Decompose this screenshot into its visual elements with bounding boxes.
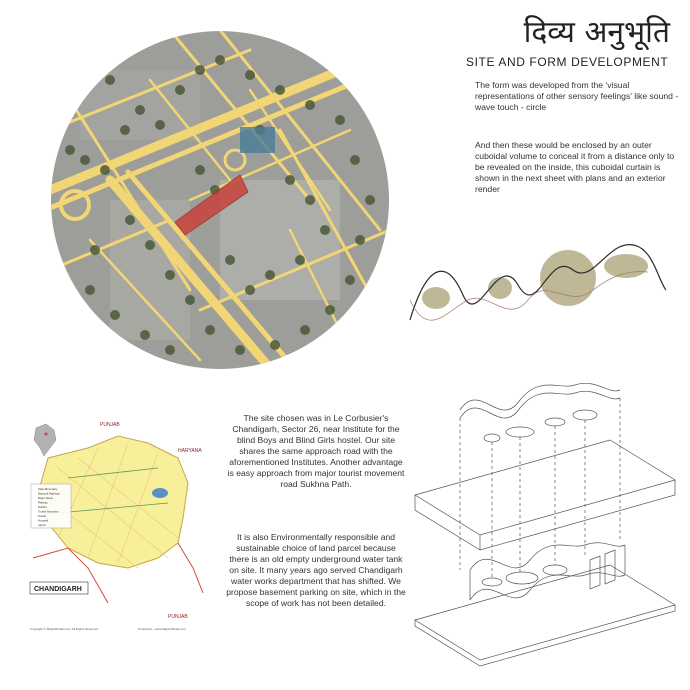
label-punjab-top: PUNJAB [100, 422, 120, 428]
label-haryana: HARYANA [178, 448, 202, 454]
legend-item: National Highway [38, 491, 60, 496]
map-copyright: Copyright © MapsOfIndia.com. All Rights Reserved [30, 627, 99, 631]
map-name: CHANDIGARH [34, 586, 82, 593]
wave-circle-diagram [408, 230, 668, 340]
legend-item: Hospital [38, 518, 49, 523]
legend-item: Hotels [38, 514, 46, 518]
legend-item: State Boundary [38, 487, 58, 491]
form-description-1: The form was developed from the ‘visual representations of other sensory feelings’ like sound - wave touch - circle [475, 80, 679, 112]
legend-item: Railway [38, 500, 48, 505]
site-description-1: The site chosen was in Le Corbusier's Chandigarh, Sector 26, near Institute for the blind Boys and Blind Girls hostel. Our site shares the same approach road with the aforementioned Institutes. Another advantage is easy approach from major tourist movement road Sukhna Path. [227, 413, 405, 489]
legend-item: Major Road [38, 496, 53, 500]
site-description-2: It is also Environmentally responsible and sustainable choice of land parcel because there is an old empty underground water tank on site. It many years ago served Chandigarh water works department that has shifted. We propose basement parking on site, which in the scope of work has not been detailed. [226, 532, 406, 608]
form-description-2: And then these would be enclosed by an outer cuboidal volume to conceal it from a distance only to be revealed on the inside, this cuboidal curtain is shown in the next sheet with plans and an exterior render [475, 140, 675, 194]
title-hindi: दिव्य अनुभूति [523, 15, 670, 50]
legend-item: Tourist Attraction [38, 509, 59, 514]
chandigarh-map [28, 418, 210, 638]
site-aerial-map [50, 30, 390, 370]
sukhna-lake [152, 488, 168, 498]
water-tank-area [240, 127, 275, 153]
subtitle: SITE AND FORM DEVELOPMENT [466, 55, 669, 69]
legend-item: Airport [38, 523, 47, 527]
map-footer-note: Production - www.MapsOfIndia.com [138, 627, 186, 631]
isometric-form-drawing [410, 370, 680, 670]
legend-item: District [38, 505, 47, 509]
label-punjab-bottom: PUNJAB [168, 614, 188, 620]
